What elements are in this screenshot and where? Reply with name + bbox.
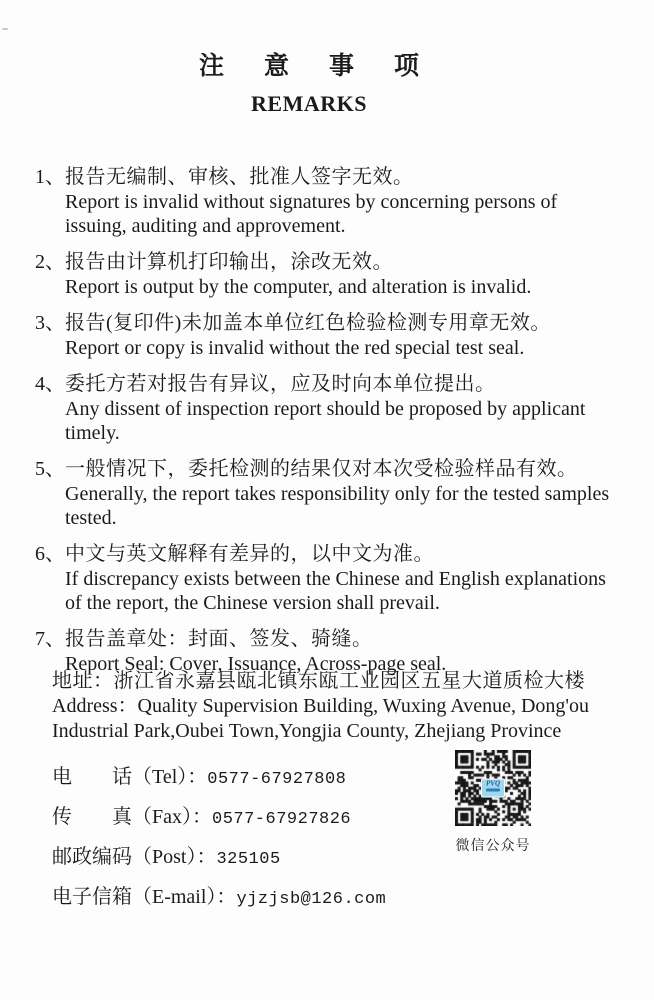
remark-text-chinese: 委托方若对报告有异议，应及时向本单位提出。	[65, 373, 496, 395]
remark-item	[35, 250, 619, 299]
remark-text-english: Generally, the report takes responsibility only for the tested samples tested.	[65, 483, 610, 529]
wechat-qr-code	[455, 750, 531, 826]
remark-text-english: Report or copy is invalid without the red special test seal.	[65, 337, 525, 359]
remark-number: 7、	[35, 628, 65, 650]
remark-item	[35, 311, 619, 360]
remark-text-chinese: 报告由计算机打印输出，涂改无效。	[65, 251, 393, 273]
page-title-chinese: 注意事项	[198, 53, 459, 80]
address-line-chinese: 地址：浙江省永嘉县瓯北镇东瓯工业园区五星大道质检大楼	[52, 670, 585, 692]
contact-row	[52, 800, 442, 829]
remark-number: 1、	[35, 166, 65, 188]
remark-number: 3、	[35, 312, 65, 334]
remark-text-english: Report is output by the computer, and alteration is invalid.	[65, 276, 532, 298]
page-title-english: REMARKS	[251, 91, 367, 116]
remark-text-chinese: 一般情况下，委托检测的结果仅对本次受检验样品有效。	[65, 458, 578, 480]
remark-item	[35, 165, 619, 238]
contact-label: 电 话（Tel）：	[52, 766, 208, 788]
contact-value: yjzjsb@126.com	[236, 890, 387, 909]
contact-value: 0577-67927808	[207, 770, 347, 789]
contact-value: 0577-67927826	[212, 810, 352, 829]
contact-row	[52, 840, 442, 869]
contact-label: 传 真（Fax）：	[52, 806, 212, 828]
remarks-list	[35, 165, 619, 688]
remark-item	[35, 457, 619, 530]
qr-logo-text: PVQ	[486, 779, 500, 788]
remark-number: 4、	[35, 373, 65, 395]
address-block	[52, 669, 630, 744]
remark-number: 2、	[35, 251, 65, 273]
contact-value: 325105	[216, 850, 281, 869]
remark-item	[35, 372, 619, 445]
remark-number: 6、	[35, 543, 65, 565]
scan-artifact-speck	[2, 28, 8, 30]
contact-label: 电子信箱（E-mail）：	[52, 886, 237, 908]
remark-text-english: Report is invalid without signatures by concerning persons of issuing, auditing and approvement.	[65, 191, 558, 237]
contact-row	[52, 760, 442, 789]
qr-center-logo	[481, 779, 505, 798]
remark-text-english: If discrepancy exists between the Chinese and English explanations of the report, the Chinese version shall prevail.	[65, 568, 606, 614]
remark-text-english: Any dissent of inspection report should be proposed by applicant timely.	[65, 398, 586, 444]
remark-number: 5、	[35, 458, 65, 480]
remark-text-chinese: 中文与英文解释有差异的，以中文为准。	[65, 543, 434, 565]
qr-logo-bar	[486, 789, 500, 792]
remark-text-chinese: 报告盖章处：封面、签发、骑缝。	[65, 628, 373, 650]
qr-caption: 微信公众号	[455, 839, 531, 854]
contact-label: 邮政编码（Post）：	[52, 846, 217, 868]
remark-text-chinese: 报告(复印件)未加盖本单位红色检验检测专用章无效。	[65, 312, 551, 334]
remark-item	[35, 542, 619, 615]
remark-text-chinese: 报告无编制、审核、批准人签字无效。	[65, 166, 414, 188]
qr-block	[454, 750, 532, 855]
contact-list	[52, 760, 442, 920]
remark-text-english: Report Seal: Cover, Issuance, Across-page seal.	[65, 653, 447, 675]
address-line-english: Address：Quality Supervision Building, Wuxing Avenue, Dong'ou Industrial Park,Oubei Town,Yongjia County, Zhejiang Province	[52, 695, 590, 742]
contact-row	[52, 880, 442, 909]
